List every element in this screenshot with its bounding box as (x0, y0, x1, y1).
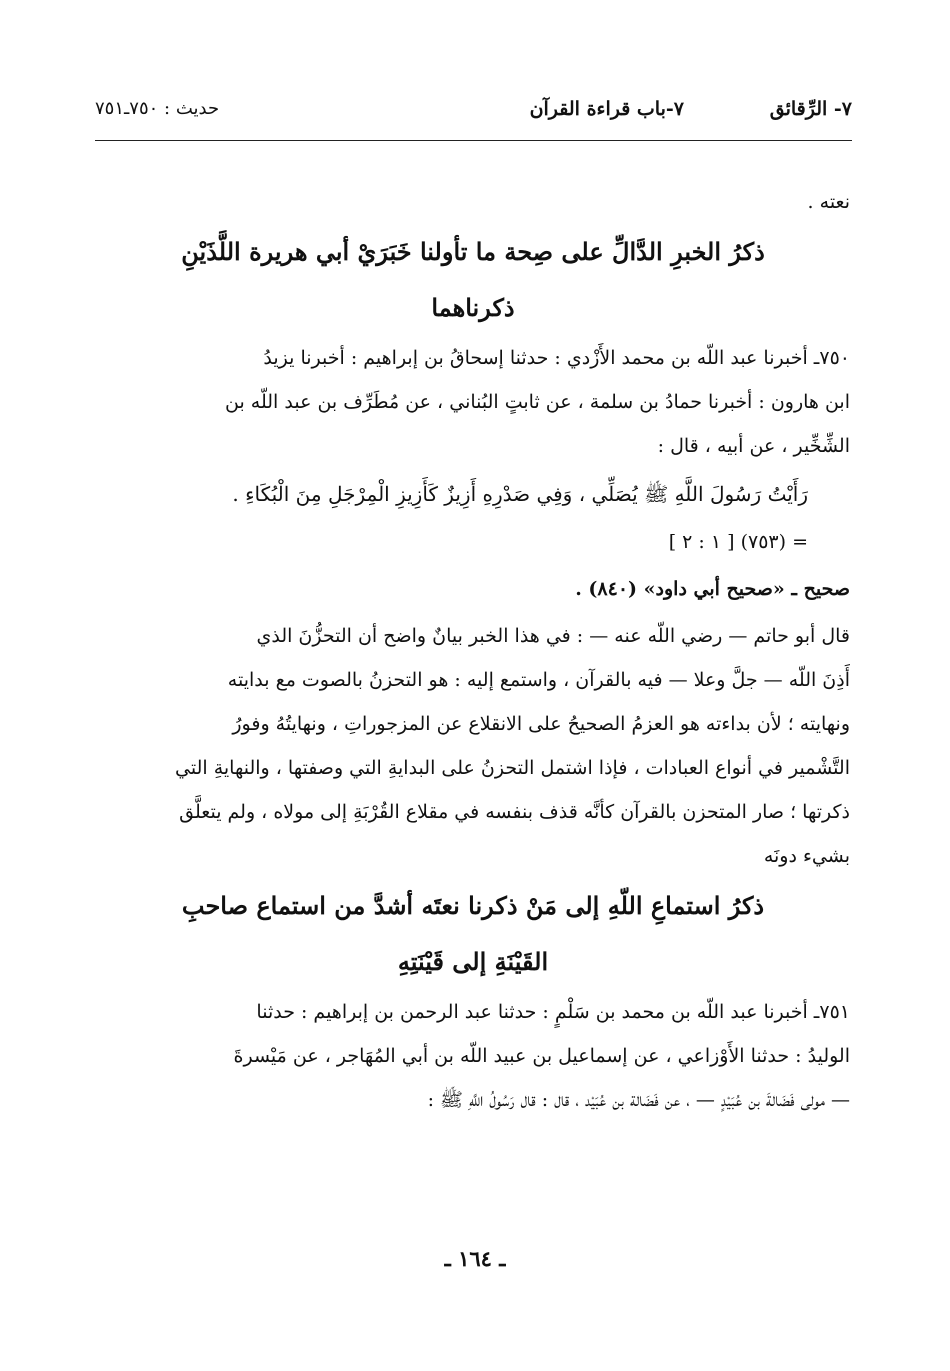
hadith-750-reference: = (٧٥٣) [ ١ : ٢ ] (668, 531, 808, 553)
hadith-750-isnad-line1: ٧٥٠ـ أخبرنا عبد اللّه بن محمد الأَزْدي : حدثنا إسحاقُ بن إبراهيم : أخبرنا يزيدُ (263, 347, 850, 369)
header-chapter-title: ٧-باب قراءة القرآن (529, 98, 684, 120)
hadith-751-isnad-line3: — مولى فَضَالةَ بن عُبَيْدٍ — ، عن فَضَالة بن عُبَيْد ، قال : قال رَسُولُ اللَّهِ ﷺ : (427, 1089, 850, 1111)
continuation-text: نعته . (807, 191, 850, 213)
abu-hatim-commentary-line4: التَّشْمير في أنواع العبادات ، فإذا اشتمل التحزنُ على البدايةِ التي وصفتها ، والنهايةِ التي (175, 757, 850, 779)
running-header (95, 98, 852, 132)
hadith-750-isnad-line3: الشِّخِّير ، عن أبيه ، قال : (657, 435, 850, 457)
hadith-750-isnad-line2: ابن هارون : أخبرنا حمادُ بن سلمة ، عن ثابتٍ البُناني ، عن مُطَرِّف بن عبد اللّه بن (224, 391, 850, 413)
header-rule (95, 140, 852, 141)
hadith-750-grade: صحيح ـ «صحيح أبي داود» (٨٤٠) . (575, 578, 850, 600)
abu-hatim-commentary-line6: بشيء دونَه (763, 845, 850, 867)
hadith-751-isnad-line1: ٧٥١ـ أخبرنا عبد اللّه بن محمد بن سَلْمٍ : حدثنا عبد الرحمن بن إبراهيم : حدثنا (256, 1001, 850, 1023)
hadith-751-isnad-line2: الوليدُ : حدثنا الأَوْزاعي ، عن إسماعيل بن عبيد اللّه بن أبي المُهَاجر ، عن مَيْسرةَ (233, 1045, 850, 1067)
abu-hatim-commentary-line2: أَذِنَ اللّه — جلَّ وعلا — فيه بالقرآن ، واستمع إليه : هو التحزنُ بالصوت مع بدايته (227, 669, 850, 691)
page-number: ـ ١٦٤ ـ (444, 1246, 506, 1271)
hadith-750-matn: رَأَيْتُ رَسُولَ اللَّهِ ﷺ يُصَلِّي ، وَفِي صَدْرِهِ أَزِيزٌ كَأَزِيزِ الْمِرْجَلِ مِنَ الْبُكَاءِ . (232, 482, 808, 506)
page-body (96, 180, 850, 1122)
section-title-1-line1: ذكرُ الخبرِ الدَّالِّ على صِحة ما تأولنا خَبَرَيْ أبي هريرة اللَّذَيْنِ (181, 237, 765, 266)
section-title-2-line1: ذكرُ استماعِ اللّهِ إلى مَنْ ذكرنا نعتَه أشدَّ من استماع صاحبِ (181, 891, 765, 920)
section-title-2-line2: القَيْنَةِ إلى قَيْنَتِهِ (397, 947, 549, 976)
header-hadith-range: حديث : ٧٥٠ـ٧٥١ (95, 98, 220, 119)
abu-hatim-commentary-line5: ذكرتها ؛ صار المتحزن بالقرآن كأنَّه قذف بنفسه في مقلاع القُرْبَةِ إلى مولاه ، ولم يتعلَّق (179, 801, 850, 823)
abu-hatim-commentary-line1: قال أبو حاتم — رضي اللّه عنه — : في هذا الخبر بيانٌ واضح أن التحزُّنَ الذي (256, 625, 850, 647)
abu-hatim-commentary-line3: ونهايته ؛ لأن بداءته هو العزمُ الصحيحُ على الانقلاع عن المزجوراتِ ، ونهايتُهُ وفورُ (232, 713, 850, 735)
section-title-1-line2: ذكرناهما (431, 293, 515, 322)
header-book-title: ٧- الرِّقائق (769, 98, 852, 120)
